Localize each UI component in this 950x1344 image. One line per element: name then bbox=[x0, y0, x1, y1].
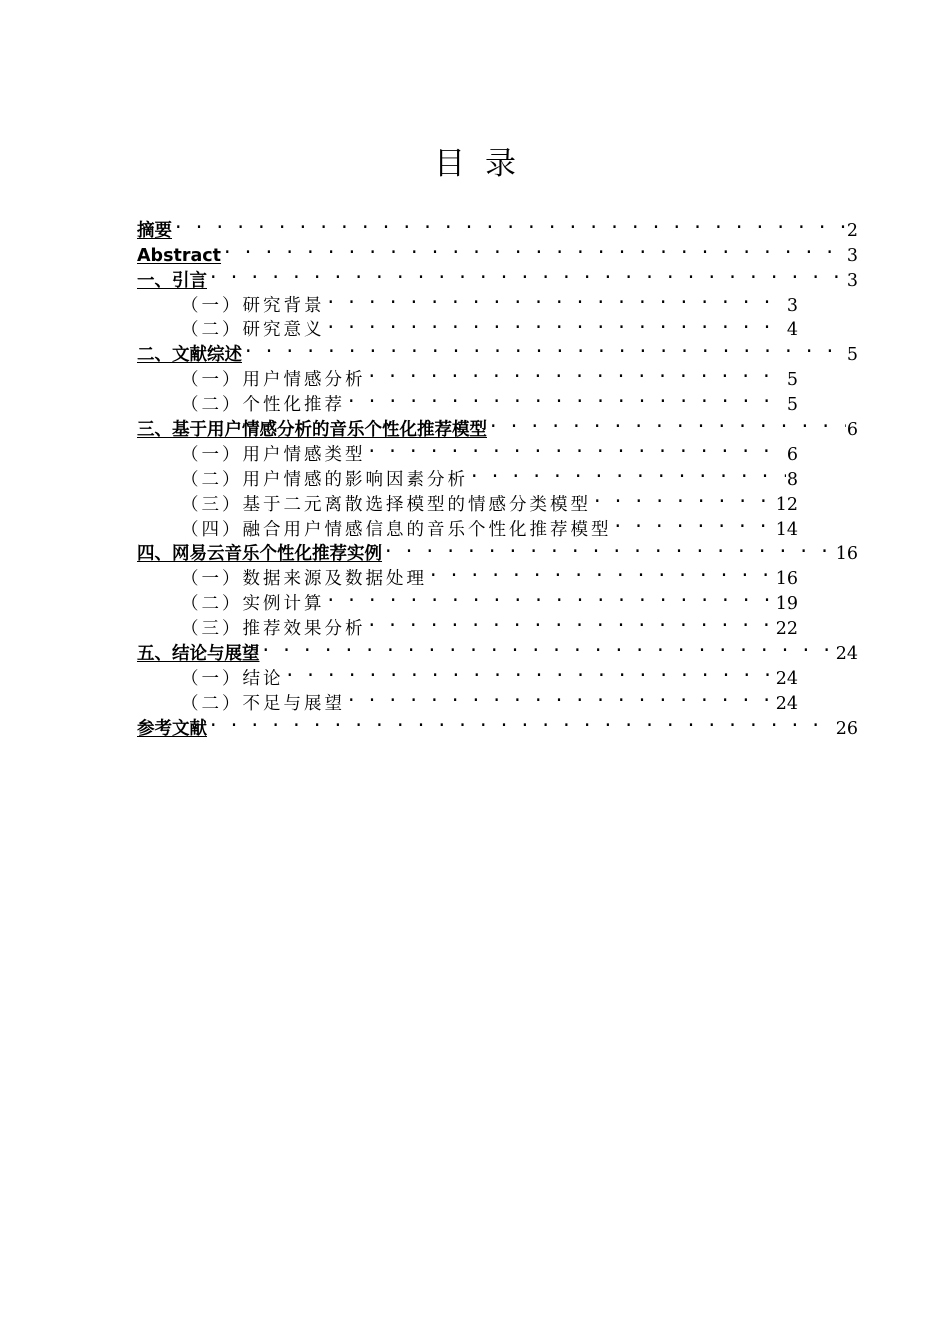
toc-entry-page: 6 bbox=[786, 444, 798, 465]
toc-dot-leader bbox=[243, 335, 846, 360]
toc-entry-label: 五、结论与展望 bbox=[137, 644, 260, 665]
toc-subentry[interactable] bbox=[181, 360, 798, 391]
toc-subentry[interactable] bbox=[181, 684, 798, 714]
toc-subentry[interactable] bbox=[181, 311, 798, 341]
toc-dot-leader bbox=[367, 609, 775, 634]
toc-entry-page: 24 bbox=[835, 644, 858, 665]
toc-entry-page: 3 bbox=[846, 270, 858, 291]
toc-dot-leader bbox=[383, 535, 835, 560]
toc-dot-leader bbox=[208, 261, 846, 286]
toc-entry[interactable] bbox=[137, 410, 858, 441]
toc-entry-page: 4 bbox=[786, 320, 798, 341]
toc-entry-page: 3 bbox=[786, 295, 798, 316]
toc-dot-leader bbox=[488, 410, 846, 435]
toc-entry-label: Abstract bbox=[137, 245, 222, 266]
toc-subentry[interactable] bbox=[181, 584, 798, 615]
toc-dot-leader bbox=[367, 435, 786, 460]
toc-subentry[interactable] bbox=[181, 385, 798, 416]
toc-entry-page: 24 bbox=[775, 693, 798, 714]
toc-entry-label: 四、网易云音乐个性化推荐实例 bbox=[137, 544, 382, 565]
toc-entry-page: 2 bbox=[846, 220, 858, 241]
toc-subentry[interactable] bbox=[181, 510, 798, 540]
toc-entry-label: （三）基于二元离散选择模型的情感分类模型 bbox=[181, 494, 591, 515]
toc-subentry[interactable] bbox=[181, 435, 798, 465]
toc-entry-label: （一）结论 bbox=[181, 668, 284, 689]
toc-dot-leader bbox=[326, 286, 786, 311]
toc-entry-label: 二、文献综述 bbox=[137, 345, 242, 366]
toc-dot-leader bbox=[326, 311, 786, 336]
toc-entry-label: （二）用户情感的影响因素分析 bbox=[181, 469, 468, 490]
toc-entry-label: （一）用户情感分析 bbox=[181, 370, 366, 391]
toc-entry-page: 16 bbox=[775, 569, 798, 590]
toc-dot-leader bbox=[222, 236, 846, 261]
toc-subentry[interactable] bbox=[181, 559, 798, 590]
toc-entry-label: （一）数据来源及数据处理 bbox=[181, 569, 427, 590]
toc-entry-page: 5 bbox=[846, 345, 858, 366]
toc-entry[interactable] bbox=[137, 236, 858, 266]
toc-entry-label: （二）研究意义 bbox=[181, 320, 325, 341]
toc-entry-page: 5 bbox=[786, 370, 798, 391]
toc-entry-label: 三、基于用户情感分析的音乐个性化推荐模型 bbox=[137, 420, 487, 441]
toc-entry-page: 24 bbox=[775, 668, 798, 689]
toc-dot-leader bbox=[367, 360, 786, 385]
page-title: 目录 bbox=[434, 146, 536, 182]
toc-entry-label: （二）个性化推荐 bbox=[181, 395, 345, 416]
toc-entry[interactable] bbox=[137, 211, 858, 241]
toc-entry[interactable] bbox=[137, 535, 858, 565]
toc-dot-leader bbox=[346, 684, 775, 709]
toc-subentry[interactable] bbox=[181, 659, 798, 689]
toc-subentry[interactable] bbox=[181, 460, 798, 490]
toc-dot-leader bbox=[428, 559, 775, 584]
toc-entry-page: 3 bbox=[846, 245, 858, 266]
toc-dot-leader bbox=[346, 385, 786, 410]
toc-dot-leader bbox=[613, 510, 775, 535]
toc-entry-label: （四）融合用户情感信息的音乐个性化推荐模型 bbox=[181, 519, 612, 540]
toc-entry-page: 14 bbox=[775, 519, 798, 540]
toc-entry-label: （三）推荐效果分析 bbox=[181, 619, 366, 640]
toc-entry-label: （二）不足与展望 bbox=[181, 693, 345, 714]
toc-entry-label: 一、引言 bbox=[137, 270, 207, 291]
toc-subentry[interactable] bbox=[181, 286, 798, 316]
toc-entry-label: 参考文献 bbox=[137, 718, 207, 739]
toc-entry-page: 16 bbox=[835, 544, 858, 565]
toc-entry[interactable] bbox=[137, 335, 858, 366]
toc-subentry[interactable] bbox=[181, 609, 798, 640]
toc-entry-label: （一）用户情感类型 bbox=[181, 444, 366, 465]
toc-dot-leader bbox=[326, 584, 775, 609]
table-of-contents bbox=[0, 211, 950, 739]
toc-entry[interactable] bbox=[137, 261, 858, 291]
toc-entry-page: 8 bbox=[786, 469, 798, 490]
toc-dot-leader bbox=[173, 211, 846, 236]
toc-entry-page: 22 bbox=[775, 619, 798, 640]
toc-dot-leader bbox=[592, 485, 775, 510]
toc-dot-leader bbox=[285, 659, 775, 684]
toc-entry-page: 19 bbox=[775, 594, 798, 615]
toc-entry-label: （一）研究背景 bbox=[181, 295, 325, 316]
toc-entry[interactable] bbox=[137, 634, 858, 665]
toc-dot-leader bbox=[208, 709, 835, 734]
toc-entry-label: （二）实例计算 bbox=[181, 594, 325, 615]
toc-dot-leader bbox=[261, 634, 835, 659]
toc-entry-page: 5 bbox=[786, 395, 798, 416]
toc-dot-leader bbox=[469, 460, 786, 485]
toc-entry-label: 摘要 bbox=[137, 220, 172, 241]
toc-entry-page: 6 bbox=[846, 420, 858, 441]
toc-entry-page: 26 bbox=[835, 718, 858, 739]
toc-entry[interactable] bbox=[137, 709, 858, 739]
toc-subentry[interactable] bbox=[181, 485, 798, 515]
toc-entry-page: 12 bbox=[775, 494, 798, 515]
